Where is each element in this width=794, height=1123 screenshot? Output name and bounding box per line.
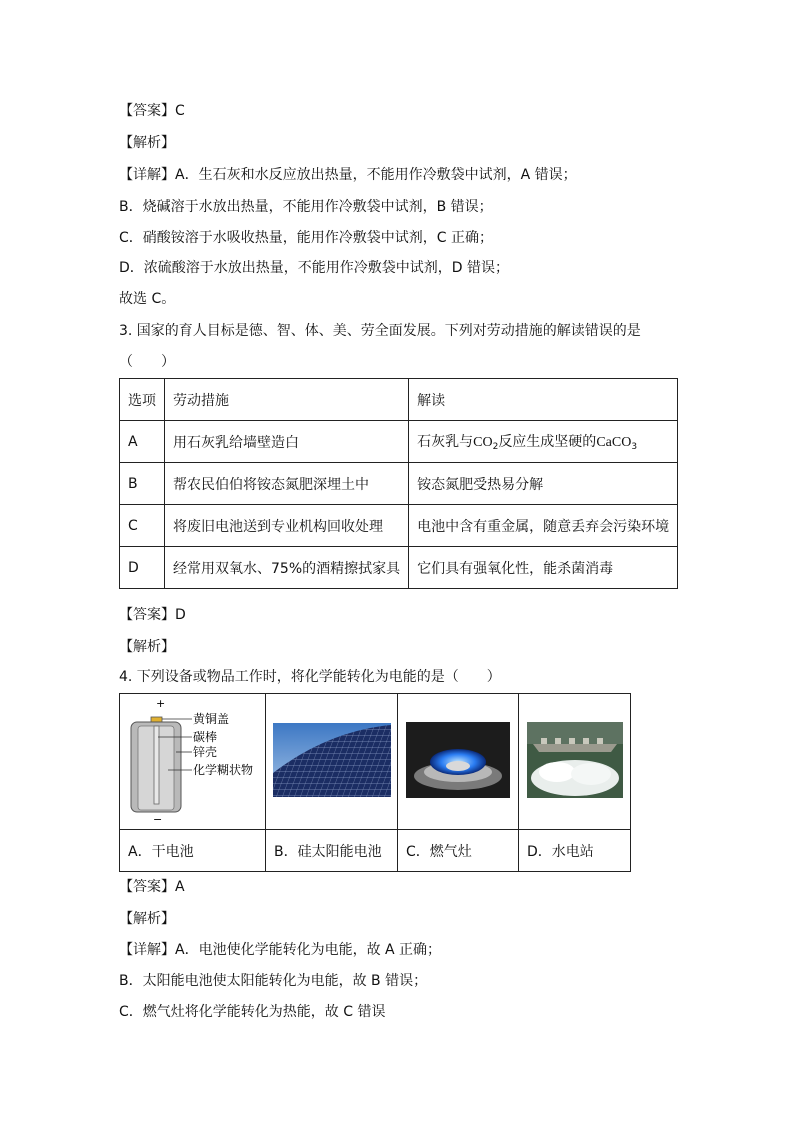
- row-option: A: [120, 421, 165, 463]
- gas-stove-cell: [398, 694, 519, 830]
- plus-sign: +: [156, 696, 166, 710]
- q3-table: [119, 378, 678, 589]
- label-carbon-rod: 碳棒: [193, 729, 218, 744]
- q2-conclusion: 故选 C。: [119, 291, 176, 307]
- q4-detail-a: 【详解】A．电池使化学能转化为电能，故 A 正确；: [119, 942, 442, 958]
- option-b-caption: B．硅太阳能电池: [266, 830, 398, 872]
- q2-detail-d: D．浓硫酸溶于水放出热量，不能用作冷敷袋中试剂，D 错误；: [119, 260, 510, 276]
- hydropower-station-photo: [527, 722, 623, 798]
- header-measure: 劳动措施: [165, 379, 409, 421]
- row-option: C: [120, 505, 165, 547]
- q4-answer: 【答案】A: [119, 879, 185, 895]
- row-option: B: [120, 463, 165, 505]
- minus-sign: −: [153, 812, 163, 825]
- q3-answer: 【答案】D: [119, 607, 186, 623]
- table-row: [120, 421, 678, 463]
- q2-detail-a: 【详解】A．生石灰和水反应放出热量，不能用作冷敷袋中试剂，A 错误；: [119, 167, 577, 183]
- q2-detail-b: B．烧碱溶于水放出热量，不能用作冷敷袋中试剂，B 错误；: [119, 199, 493, 215]
- q4-question: 4. 下列设备或物品工作时，将化学能转化为电能的是（ ）: [119, 669, 501, 685]
- option-d-caption: D．水电站: [519, 830, 631, 872]
- row-interpretation: 石灰乳与$CO_2$反应生成坚硬的CaCO$_3$: [409, 421, 678, 463]
- q3-question: 3. 国家的育人目标是德、智、体、美、劳全面发展。下列对劳动措施的解读错误的是: [119, 323, 641, 339]
- row-measure: 将废旧电池送到专业机构回收处理: [165, 505, 409, 547]
- solar-panel-photo: [273, 723, 391, 797]
- q2-answer: 【答案】C: [119, 103, 185, 119]
- solar-panel-cell: [266, 694, 398, 830]
- label-brass-cap: 黄铜盖: [193, 711, 230, 726]
- label-paste: 化学糊状物: [193, 762, 254, 777]
- label-zinc-shell: 锌壳: [193, 744, 218, 759]
- row-interpretation: 铵态氮肥受热易分解: [409, 463, 678, 505]
- row-measure: 帮农民伯伯将铵态氮肥深埋土中: [165, 463, 409, 505]
- dry-battery-cell: [120, 694, 266, 830]
- dry-battery-diagram: [120, 695, 265, 825]
- row-measure: 经常用双氧水、75%的酒精擦拭家具: [165, 547, 409, 589]
- row-interpretation: 它们具有强氧化性，能杀菌消毒: [409, 547, 678, 589]
- q3-bracket: （ ）: [119, 354, 175, 370]
- option-a-caption: A．干电池: [120, 830, 266, 872]
- gas-stove-photo: [406, 722, 510, 798]
- q2-detail-c: C．硝酸铵溶于水吸收热量，能用作冷敷袋中试剂，C 正确；: [119, 230, 493, 246]
- header-option: 选项: [120, 379, 165, 421]
- q3-analysis-label: 【解析】: [119, 639, 175, 655]
- q4-detail-c: C．燃气灶将化学能转化为热能，故 C 错误: [119, 1004, 386, 1020]
- table-row: [120, 505, 678, 547]
- q4-options-table: [119, 693, 631, 872]
- table-row: [120, 463, 678, 505]
- table-row: [120, 547, 678, 589]
- q4-analysis-label: 【解析】: [119, 911, 175, 927]
- table-header-row: [120, 379, 678, 421]
- row-interpretation: 电池中含有重金属，随意丢弃会污染环境: [409, 505, 678, 547]
- row-measure: 用石灰乳给墙壁造白: [165, 421, 409, 463]
- header-interpretation: 解读: [409, 379, 678, 421]
- hydropower-cell: [519, 694, 631, 830]
- option-c-caption: C．燃气灶: [398, 830, 519, 872]
- q2-analysis-label: 【解析】: [119, 135, 175, 151]
- row-option: D: [120, 547, 165, 589]
- q4-detail-b: B．太阳能电池使太阳能转化为电能，故 B 错误；: [119, 973, 428, 989]
